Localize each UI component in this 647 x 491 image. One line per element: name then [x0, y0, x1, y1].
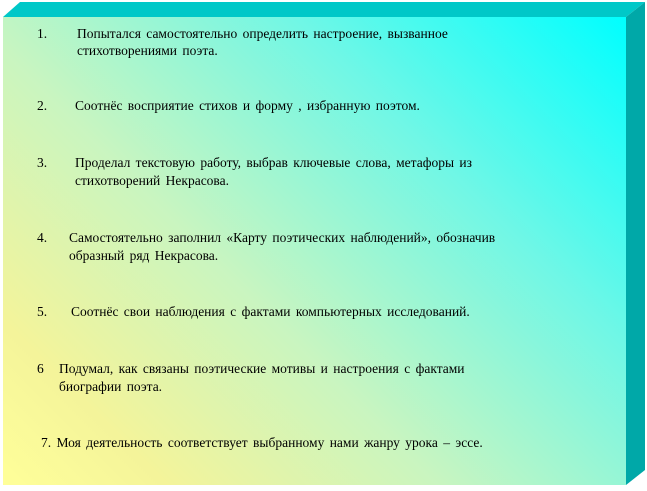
list-item [37, 25, 597, 61]
item-number: 2. [37, 98, 48, 113]
checklist [3, 17, 626, 485]
list-item [37, 154, 597, 190]
list-item [37, 229, 607, 265]
item-text-line: 7. Моя деятельность соответствует выбранному нами жанру урока – эссе. [41, 435, 483, 450]
slide-face [3, 17, 626, 485]
list-item [37, 97, 597, 115]
item-text-line: образный ряд Некрасова. [69, 248, 219, 263]
item-number: 6 [37, 361, 44, 376]
item-number: 5. [37, 304, 48, 319]
item-text-line: Соотнёс свои наблюдения с фактами компьютерных исследований. [71, 304, 470, 319]
item-text-line: Соотнёс восприятие стихов и форму , избранную поэтом. [75, 98, 420, 113]
item-text-line: Проделал текстовую работу, выбрав ключевые слова, метафоры из [75, 155, 472, 170]
item-text-line: стихотворений Некрасова. [75, 173, 229, 188]
item-number: 1. [37, 26, 48, 41]
item-text-line: биографии поэта. [59, 379, 163, 394]
item-text-line: Попытался самостоятельно определить настроение, вызванное [77, 26, 448, 41]
list-item [37, 303, 597, 321]
list-item [37, 360, 597, 396]
item-text-line: Подумал, как связаны поэтические мотивы и настроения с фактами [59, 361, 465, 376]
item-text-line: Самостоятельно заполнил «Карту поэтических наблюдений», обозначив [69, 230, 496, 245]
list-item-final [41, 434, 601, 452]
item-number: 3. [37, 155, 48, 170]
item-number: 4. [37, 230, 48, 245]
item-text-line: стихотворениями поэта. [77, 43, 218, 58]
